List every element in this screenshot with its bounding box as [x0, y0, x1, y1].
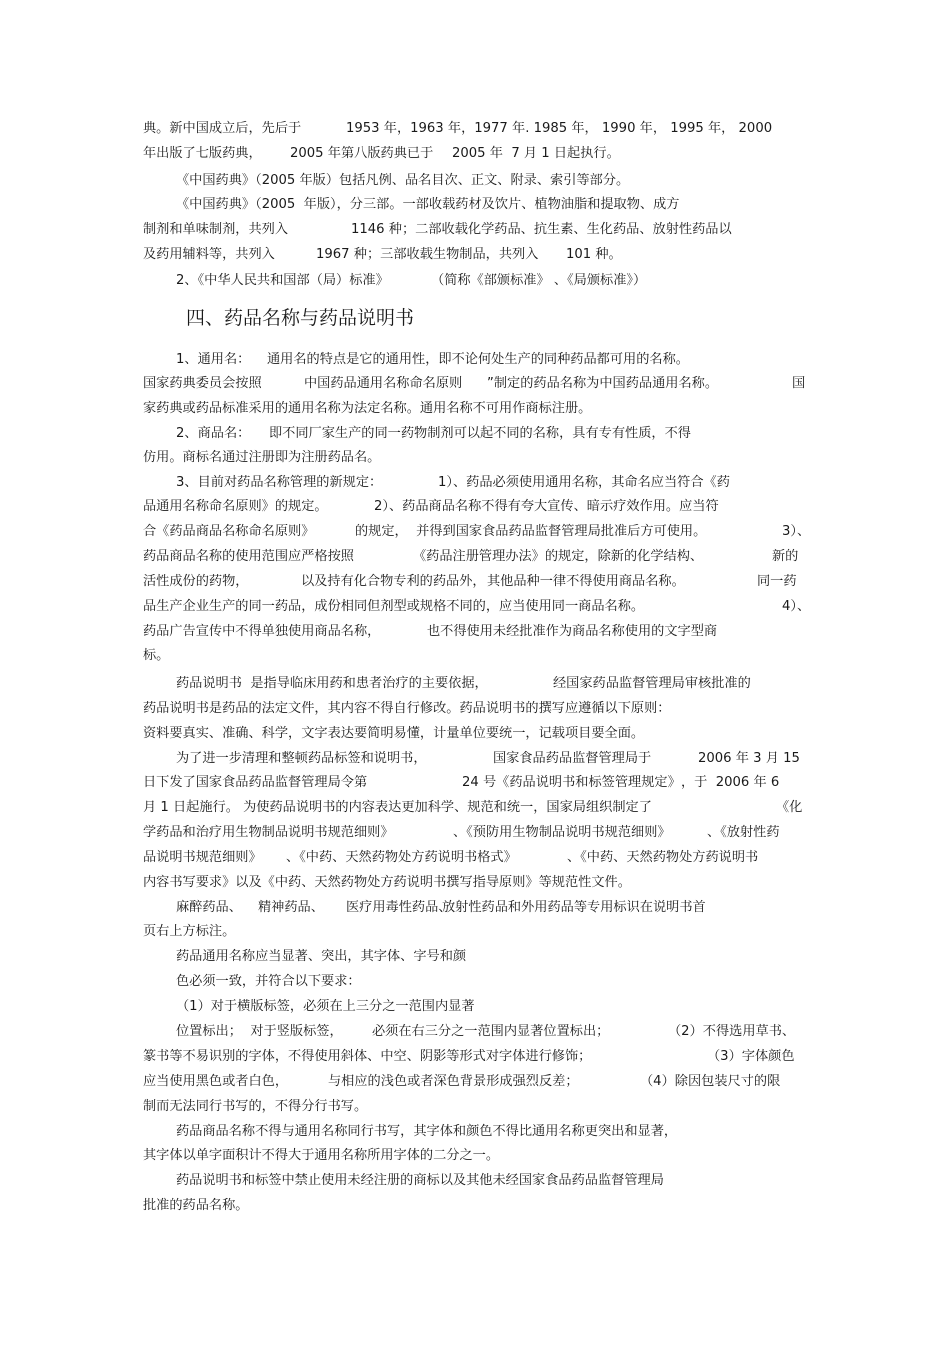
text-segment: 通用名的特点是它的通用性，即不论何处生产的同种药品都可用的名称。 — [267, 352, 689, 367]
text-segment: 、《中药、天然药物处方药说明书格式》 — [286, 850, 517, 865]
text-segment: 同一药 — [757, 574, 797, 589]
text-segment: 合《药品商品名称命名原则》 — [143, 524, 315, 539]
text-segment: 仿用。商标名通过注册即为注册药品名。 — [143, 450, 381, 465]
text-segment: 1953 年，1963 年，1977 年. 1985 年， 1990 年， 1995 年， 2000 — [346, 121, 773, 136]
text-segment: 的规定， 并得到国家食品药品监督管理局批准后方可使用。 — [355, 524, 707, 539]
text-segment: 2、《中华人民共和国部（局）标准》 — [176, 273, 389, 288]
text-segment: 药品商品名称的使用范围应严格按照 — [143, 549, 354, 564]
text-segment: 为了进一步清理和整顿药品标签和说明书， — [176, 751, 427, 766]
text-segment: 家药典或药品标准采用的通用名称为法定名称。通用名称不可用作商标注册。 — [143, 401, 592, 416]
text-segment: 典。新中国成立后，先后于 — [143, 121, 302, 136]
text-segment: 其字体以单字面积计不得大于通用名称所用字体的二分之一。 — [143, 1148, 500, 1163]
text-segment: 1146 种；二部收载化学药品、抗生素、生化药品、放射性药品以 — [351, 222, 732, 237]
text-segment: 2005 年第八版药典已于 — [290, 146, 434, 161]
text-segment: 经国家药品监督管理局审核批准的 — [553, 676, 751, 691]
text-segment: ”制定的药品名称为中国药品通用名称。 — [487, 376, 719, 391]
text-segment: 月 1 日起施行。 为使药品说明书的内容表达更加科学、规范和统一，国家局组织制定了 — [143, 800, 652, 815]
text-segment: 药品说明书 是指导临床用药和患者治疗的主要依据， — [176, 676, 488, 691]
text-segment: 1）、药品必须使用通用名称，其命名应当符合《药 — [438, 475, 730, 490]
text-segment: 《中国药典》（2005 年版）包括凡例、品名目次、正文、附录、索引等部分。 — [176, 173, 630, 188]
text-segment: 年出版了七版药典， — [143, 146, 262, 161]
text-segment: 《药品注册管理办法》的规定，除新的化学结构、 — [413, 549, 704, 564]
text-segment: 品生产企业生产的同一药品，成份相同但剂型或规格不同的，应当使用同一商品名称。 — [143, 599, 645, 614]
text-segment: ，于 2006 年 6 — [681, 775, 780, 790]
text-segment: 批准的药品名称。 — [143, 1198, 249, 1213]
text-segment: 品说明书规范细则》 — [143, 850, 262, 865]
text-segment: 标。 — [143, 648, 170, 663]
text-segment: 国 — [792, 376, 806, 391]
text-segment: 其他品种一律不得使用商品名称。 — [487, 574, 685, 589]
text-segment: 及药用辅料等，共列入 — [143, 247, 275, 262]
text-segment: 中国药品通用名称命名原则 — [304, 376, 463, 391]
text-segment: 必须在右三分之一范围内显著位置标出； — [372, 1024, 610, 1039]
text-segment: 1、通用名： — [176, 352, 251, 367]
text-segment: 制剂和单味制剂，共列入 — [143, 222, 289, 237]
text-segment: 以及持有化合物专利的药品外， — [301, 574, 486, 589]
text-segment: 麻醉药品、 — [176, 900, 242, 915]
text-segment: 、《中药、天然药物处方药说明书 — [567, 850, 759, 865]
text-segment: 日下发了国家食品药品监督管理局令第 — [143, 775, 368, 790]
text-segment: 、《预防用生物制品说明书规范细则》 — [453, 825, 671, 840]
text-segment: 2005 年 7 月 1 日起执行。 — [452, 146, 620, 161]
text-segment: 药品广告宣传中不得单独使用商品名称， — [143, 624, 381, 639]
text-segment: 也不得使用未经批准作为商品名称使用的文字型商 — [427, 624, 718, 639]
text-segment: 即不同厂家生产的同一药物制剂可以起不同的名称，具有专有性质，不得 — [269, 426, 691, 441]
text-segment: 101 种。 — [566, 247, 622, 262]
text-segment: 与相应的浅色或者深色背景形成强烈反差； — [328, 1074, 579, 1089]
text-segment: 精神药品、 — [258, 900, 324, 915]
text-segment: 、《放射性药 — [707, 825, 780, 840]
text-segment: 篆书等不易识别的字体，不得使用斜体、中空、阴影等形式对字体进行修饰； — [143, 1049, 592, 1064]
text-segment: 国家药典委员会按照 — [143, 376, 262, 391]
text-segment: 应当使用黑色或者白色， — [143, 1074, 289, 1089]
text-segment: 2）、药品商品名称不得有夸大宣传、暗示疗效作用。应当符 — [374, 499, 719, 514]
text-segment: 页右上方标注。 — [143, 924, 236, 939]
text-segment: 放射性药品和外用药品等专用标识在说明书首 — [442, 900, 706, 915]
text-segment: 1967 种；三部收载生物制品，共列入 — [316, 247, 539, 262]
text-segment: 药品说明书和标签中禁止使用未经注册的商标以及其他未经国家食品药品监督管理局 — [176, 1173, 664, 1188]
text-segment: 品通用名称命名原则》的规定。 — [143, 499, 328, 514]
text-segment: （简称《部颁标准》 、《局颁标准》） — [431, 273, 647, 288]
text-segment: 国家食品药品监督管理局于 — [493, 751, 652, 766]
text-segment: 《化 — [776, 800, 803, 815]
text-segment: 内容书写要求》以及《中药、天然药物处方药说明书撰写指导原则》等规范性文件。 — [143, 875, 631, 890]
text-segment: （4）除因包装尺寸的限 — [640, 1074, 781, 1089]
text-segment: 学药品和治疗用生物制品说明书规范细则》 — [143, 825, 394, 840]
text-segment: 4）、 — [782, 599, 811, 614]
text-segment: 医疗用毒性药品、 — [346, 900, 452, 915]
text-segment: 新的 — [772, 549, 799, 564]
text-segment: 资料要真实、准确、科学，文字表达要简明易懂，计量单位要统一，记载项目要全面。 — [143, 726, 645, 741]
text-segment: 药品通用名称应当显著、突出，其字体、字号和颜 — [176, 949, 467, 964]
text-segment: 3、目前对药品名称管理的新规定： — [176, 475, 383, 490]
text-segment: 色必须一致，并符合以下要求： — [176, 974, 361, 989]
text-segment: 2、商品名： — [176, 426, 251, 441]
text-segment: 活性成份的药物， — [143, 574, 249, 589]
text-segment: 2006 年 3 月 15 — [698, 751, 800, 766]
section-heading: 四、药品名称与药品说明书 — [186, 307, 415, 329]
text-segment: 24 号《药品说明书和标签管理规定》 — [462, 775, 681, 790]
text-segment: 制而无法同行书写的，不得分行书写。 — [143, 1099, 368, 1114]
text-segment: 药品商品名称不得与通用名称同行书写，其字体和颜色不得比通用名称更突出和显著， — [176, 1124, 678, 1139]
text-segment: （2）不得选用草书、 — [668, 1024, 796, 1039]
text-segment: （1）对于横版标签，必须在上三分之一范围内显著 — [176, 999, 475, 1014]
text-segment: 药品说明书是药品的法定文件，其内容不得自行修改。药品说明书的撰写应遵循以下原则： — [143, 701, 671, 716]
text-segment: （3）字体颜色 — [707, 1049, 795, 1064]
text-segment: 3）、 — [782, 524, 811, 539]
text-segment: 位置标出； 对于竖版标签， — [176, 1024, 343, 1039]
text-segment: 《中国药典》（2005 年版），分三部。一部收载药材及饮片、植物油脂和提取物、成方 — [176, 197, 680, 212]
